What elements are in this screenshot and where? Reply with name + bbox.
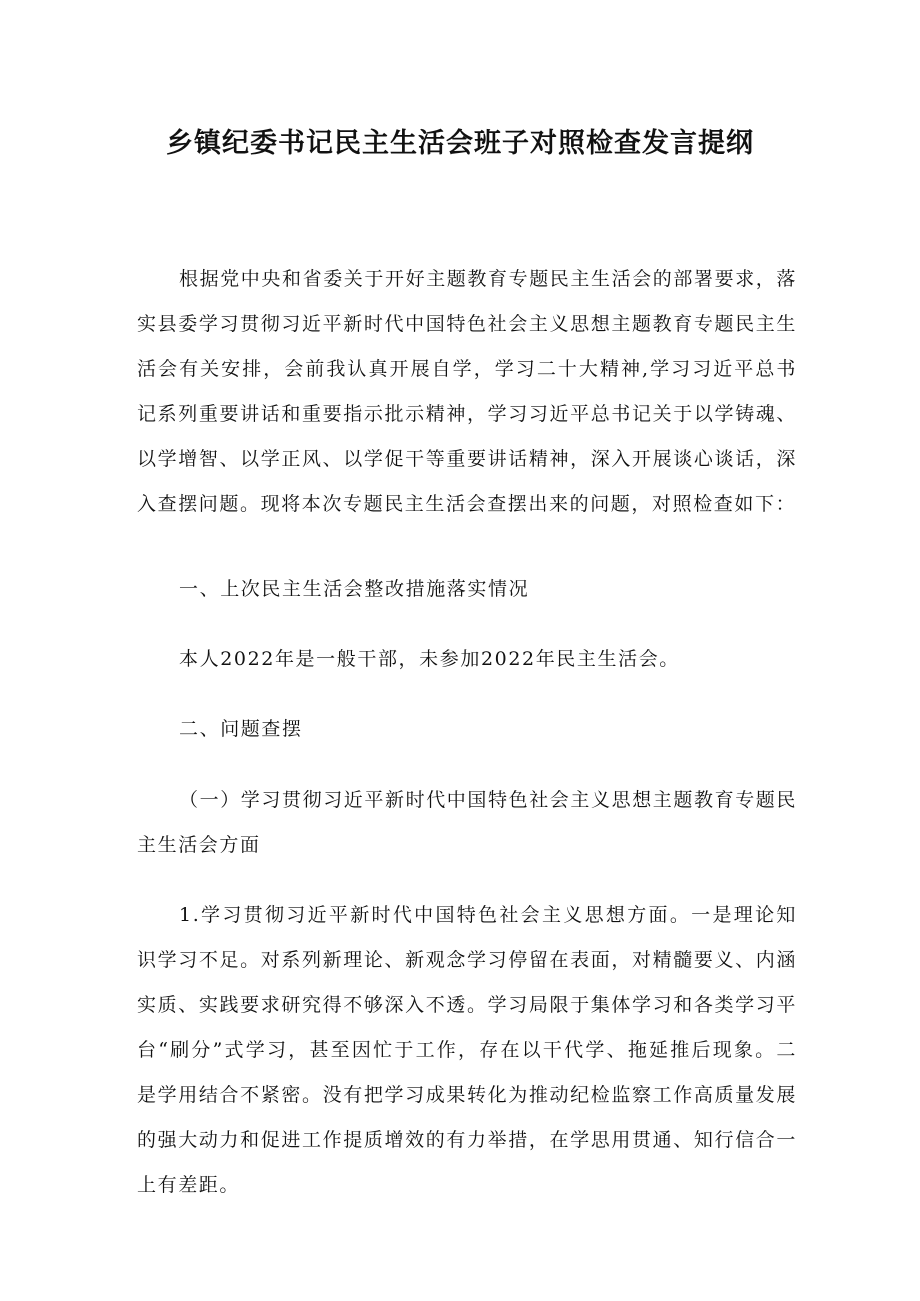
intro-paragraph: 根据党中央和省委关于开好主题教育专题民主生活会的部署要求，落实县委学习贯彻习近平新时代中国特色社会主义思想主题教育专题民主生活会有关安排，会前我认真开展自学，学习二十大精神,学习习近平总书记系列重要讲话和重要指示批示精神，学习习近平总书记关于以学铸魂、以学增智、以学正风、以学促干等重要讲话精神，深入开展谈心谈话，深入查摆问题。现将本次专题民主生活会查摆出来的问题，对照检查如下： [137,268,798,515]
section1-paragraph: 本人2022年是一般干部，未参加2022年民主生活会。 [179,648,680,670]
point1-paragraph: 1.学习贯彻习近平新时代中国特色社会主义思想方面。一是理论知识学习不足。对系列新理论、新观念学习停留在表面，对精髓要义、内涵实质、实践要求研究得不够深入不透。学习局限于集体学习和各类学习平台“刷分”式学习，甚至因忙于工作，存在以干代学、拖延推后现象。二是学用结合不紧密。没有把学习成果转化为推动纪检监察工作高质量发展的强大动力和促进工作提质增效的有力举措，在学思用贯通、知行信合一上有差距。 [137,904,797,1196]
document-title: 乡镇纪委书记民主生活会班子对照检查发言提纲 [166,128,754,159]
section2-heading: 二、问题查摆 [179,718,303,740]
section1-heading: 一、上次民主生活会整改措施落实情况 [179,578,530,600]
subsection1-heading: （一）学习贯彻习近平新时代中国特色社会主义思想主题教育专题民主生活会方面 [137,789,798,856]
